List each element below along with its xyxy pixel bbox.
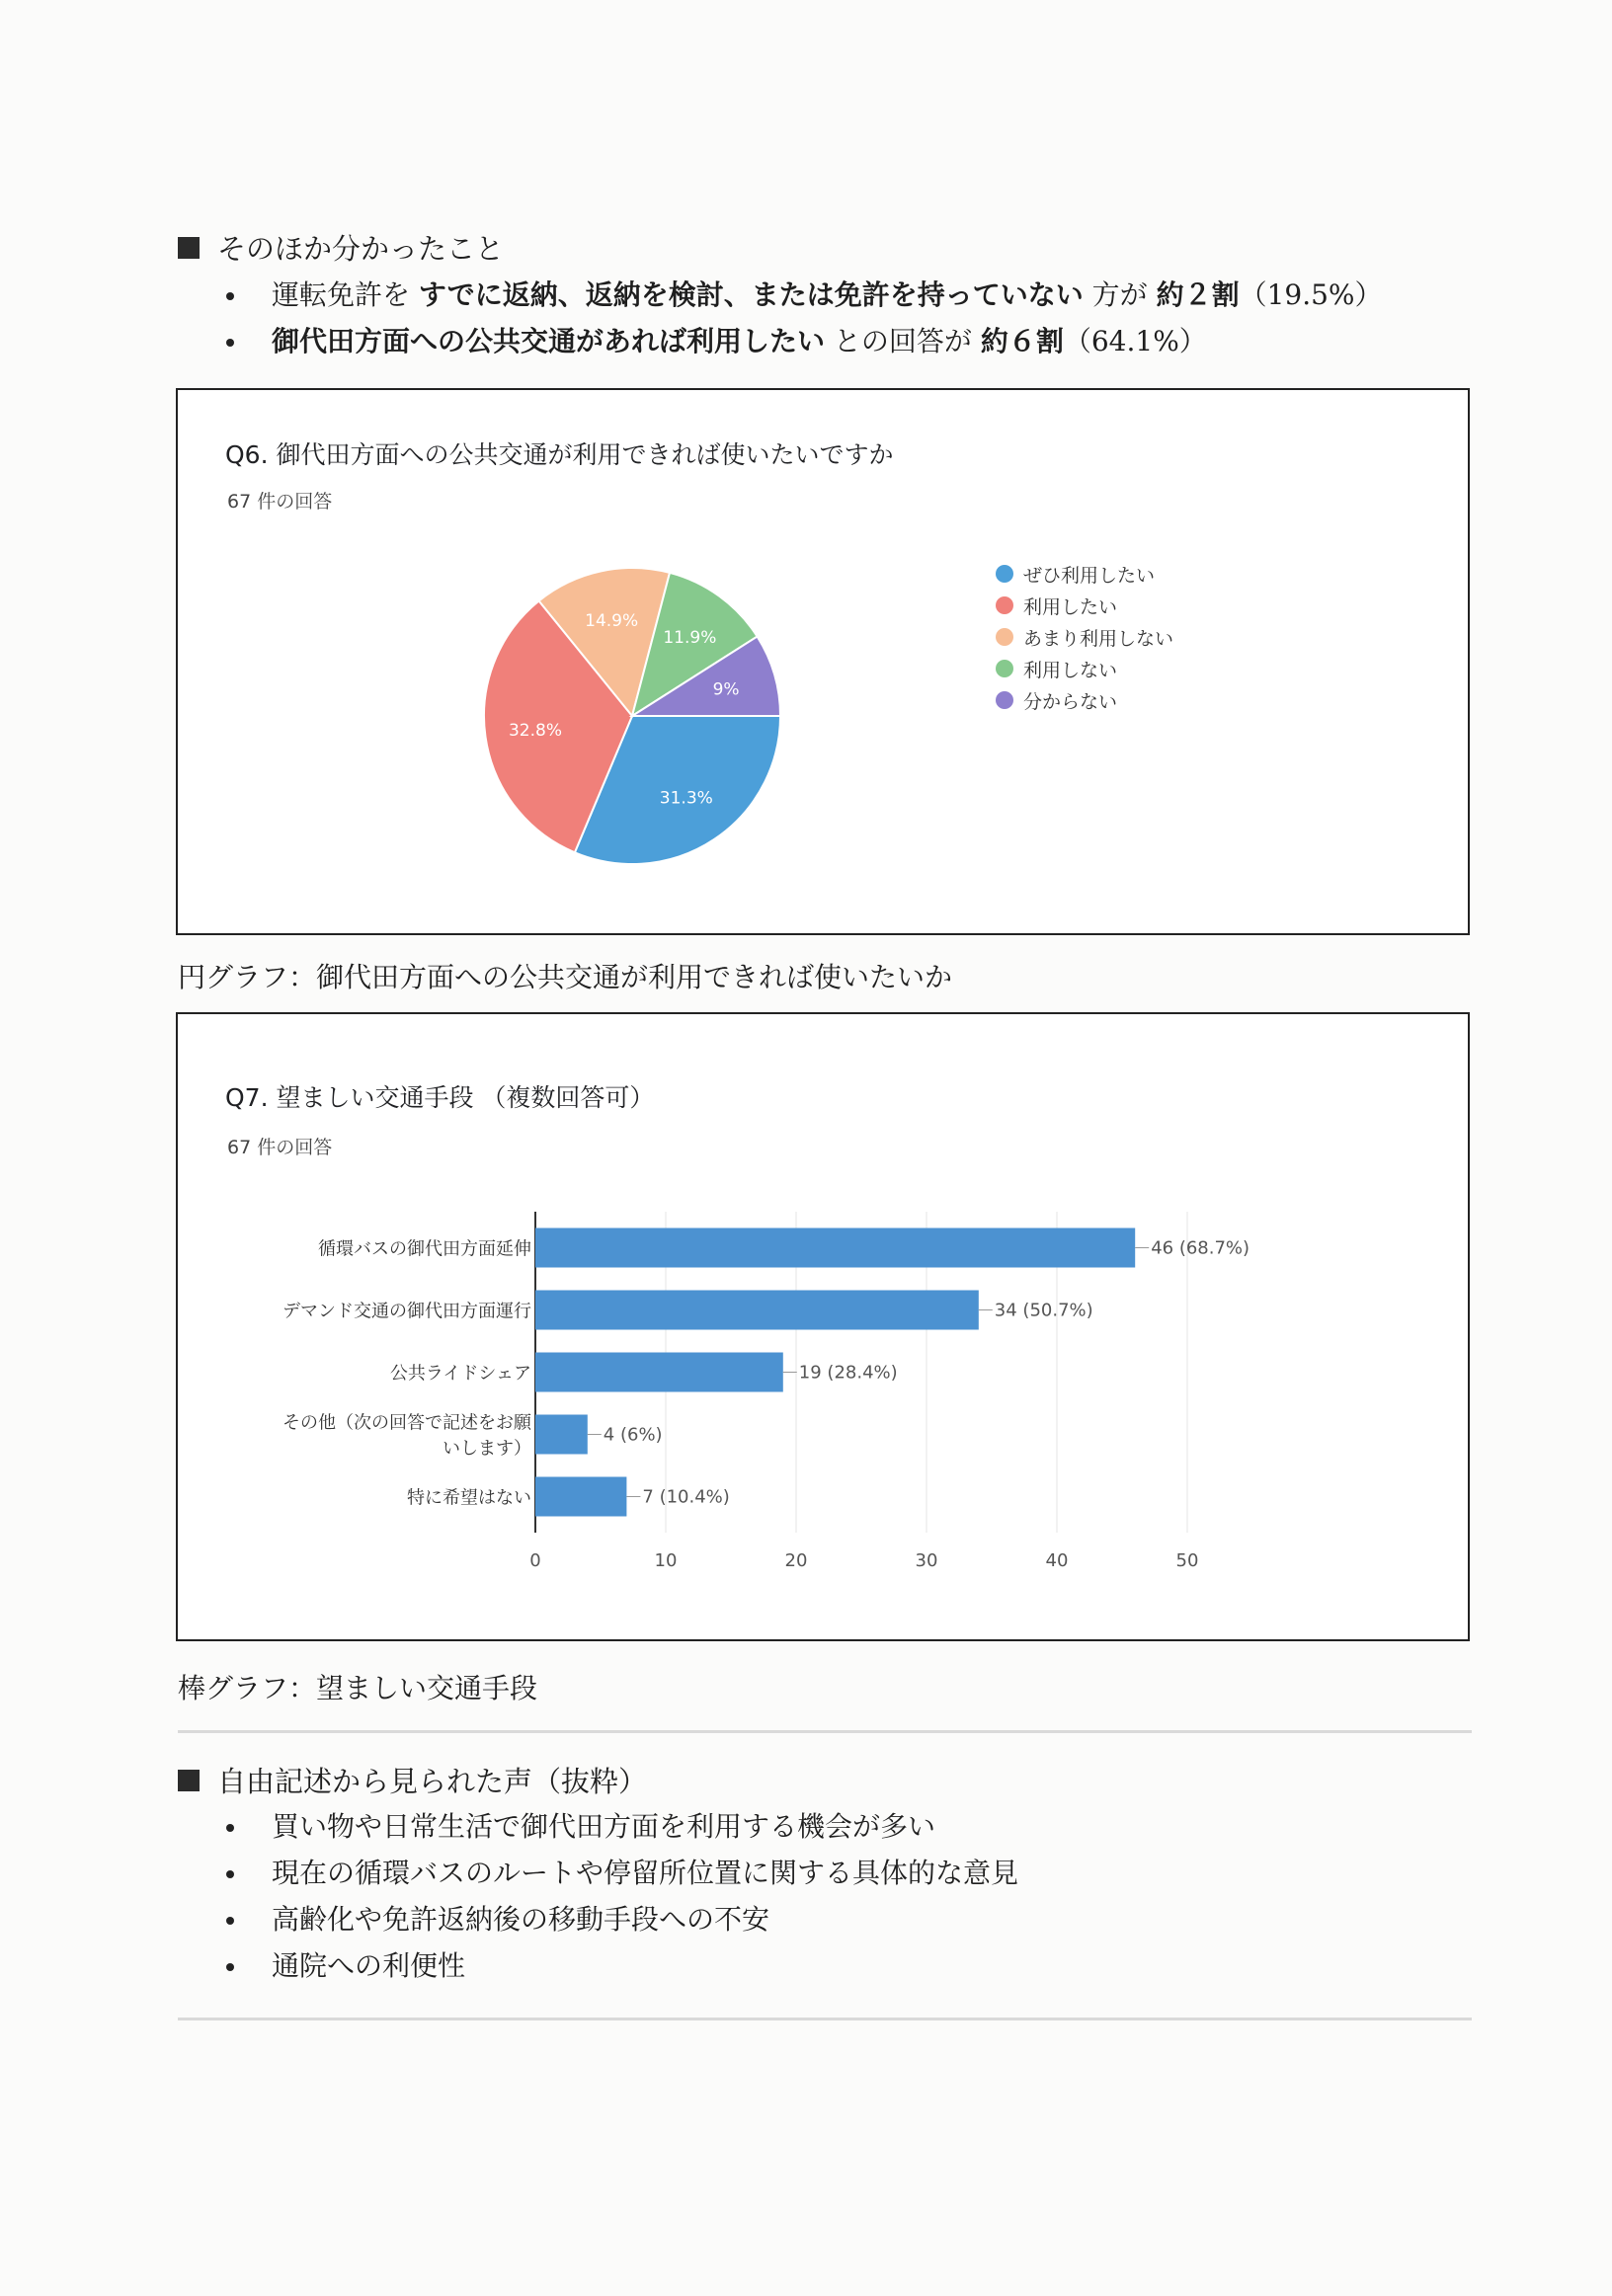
x-tick-label: 40 [1045, 1550, 1069, 1571]
response-count: 67 件の回答 [227, 1137, 333, 1158]
category-label: デマンド交通の御代田方面運行 [282, 1301, 531, 1322]
legend-label: 分からない [1023, 690, 1118, 713]
bullet-strong: 約６割 [980, 325, 1064, 357]
legend-label: 利用しない [1023, 659, 1118, 681]
bar-value-label: 34 (50.7%) [994, 1300, 1093, 1321]
bar-value-label: 19 (28.4%) [798, 1362, 898, 1384]
list-item [222, 272, 1383, 318]
bar-caption: 棒グラフ：望ましい交通手段 [178, 1672, 538, 1704]
legend-label: あまり利用しない [1023, 627, 1174, 650]
bar-value-label: 4 (6%) [603, 1424, 663, 1446]
section-heading-text: そのほか分かったこと [217, 232, 505, 266]
response-count: 67 件の回答 [227, 491, 333, 513]
pie-caption: 円グラフ：御代田方面への公共交通が利用できれば使いたいか [178, 961, 953, 993]
bullet-strong: 約２割 [1156, 278, 1240, 311]
bullet-text: 方が [1083, 278, 1157, 311]
bullet-text: との回答が [825, 325, 981, 357]
bar-value-label: 7 (10.4%) [642, 1486, 730, 1508]
bar-chart [178, 1172, 1462, 1626]
pie-chart [474, 558, 790, 874]
pie-slice-label: 32.8% [508, 720, 562, 741]
section-heading-text: 自由記述から見られた声（抜粋） [217, 1765, 648, 1798]
x-tick-label: 30 [915, 1550, 938, 1571]
x-tick-label: 50 [1175, 1550, 1199, 1571]
voices-list [222, 1803, 1018, 1989]
category-label: 公共ライドシェア [389, 1363, 531, 1385]
divider [178, 2018, 1472, 2020]
legend-swatch [996, 596, 1013, 614]
legend-item [996, 653, 1173, 684]
legend-item [996, 684, 1173, 716]
bullet-strong: すでに返納、返納を検討、または免許を持っていない [418, 278, 1084, 311]
legend-item [996, 621, 1173, 653]
pie-slice-label: 31.3% [659, 788, 713, 809]
x-tick-label: 0 [529, 1550, 541, 1571]
list-item: 通院への利便性 [222, 1942, 1018, 1989]
square-bullet-icon [178, 237, 200, 259]
pie-slice-label: 14.9% [585, 611, 639, 632]
bullet-text: （19.5%） [1239, 278, 1383, 311]
x-tick-label: 20 [784, 1550, 808, 1571]
category-label: 特に希望はない [407, 1487, 531, 1509]
bullet-text: （64.1%） [1063, 325, 1207, 357]
legend-swatch [996, 628, 1013, 646]
legend-swatch [996, 660, 1013, 677]
category-label: 循環バスの御代田方面延伸 [318, 1238, 531, 1260]
legend-item [996, 558, 1173, 590]
section-heading-findings [178, 227, 504, 268]
legend-label: 利用したい [1023, 595, 1118, 618]
legend-swatch [996, 691, 1013, 709]
bar-value-label: 46 (68.7%) [1151, 1237, 1250, 1259]
bullet-strong: 御代田方面への公共交通があれば利用したい [272, 325, 826, 357]
legend-label: ぜひ利用したい [1023, 564, 1156, 587]
bar [535, 1477, 626, 1517]
pie-chart-card [176, 388, 1470, 935]
bar [535, 1353, 783, 1392]
bar [535, 1291, 979, 1330]
list-item: 高齢化や免許返納後の移動手段への不安 [222, 1896, 1018, 1942]
list-item: 買い物や日常生活で御代田方面を利用する機会が多い [222, 1803, 1018, 1850]
bar [535, 1415, 588, 1455]
pie-slice-label: 11.9% [663, 628, 717, 649]
pie-slice-label: 9% [712, 679, 740, 700]
chart-title: Q6. 御代田方面への公共交通が利用できれば使いたいですか [225, 440, 894, 469]
x-tick-label: 10 [654, 1550, 678, 1571]
square-bullet-icon [178, 1770, 200, 1791]
legend-item [996, 590, 1173, 621]
category-label: いします） [443, 1438, 531, 1460]
divider [178, 1730, 1472, 1733]
list-item [222, 318, 1383, 364]
bar-chart-card [176, 1012, 1470, 1641]
list-item: 現在の循環バスのルートや停留所位置に関する具体的な意見 [222, 1850, 1018, 1896]
findings-list [222, 272, 1383, 364]
bar [535, 1228, 1135, 1268]
chart-title: Q7. 望ましい交通手段 （複数回答可） [225, 1083, 655, 1112]
legend-swatch [996, 565, 1013, 583]
pie-legend [996, 558, 1173, 716]
category-label: その他（次の回答で記述をお願 [282, 1412, 531, 1434]
section-heading-voices [178, 1760, 647, 1800]
bullet-text: 運転免許を [272, 278, 419, 311]
